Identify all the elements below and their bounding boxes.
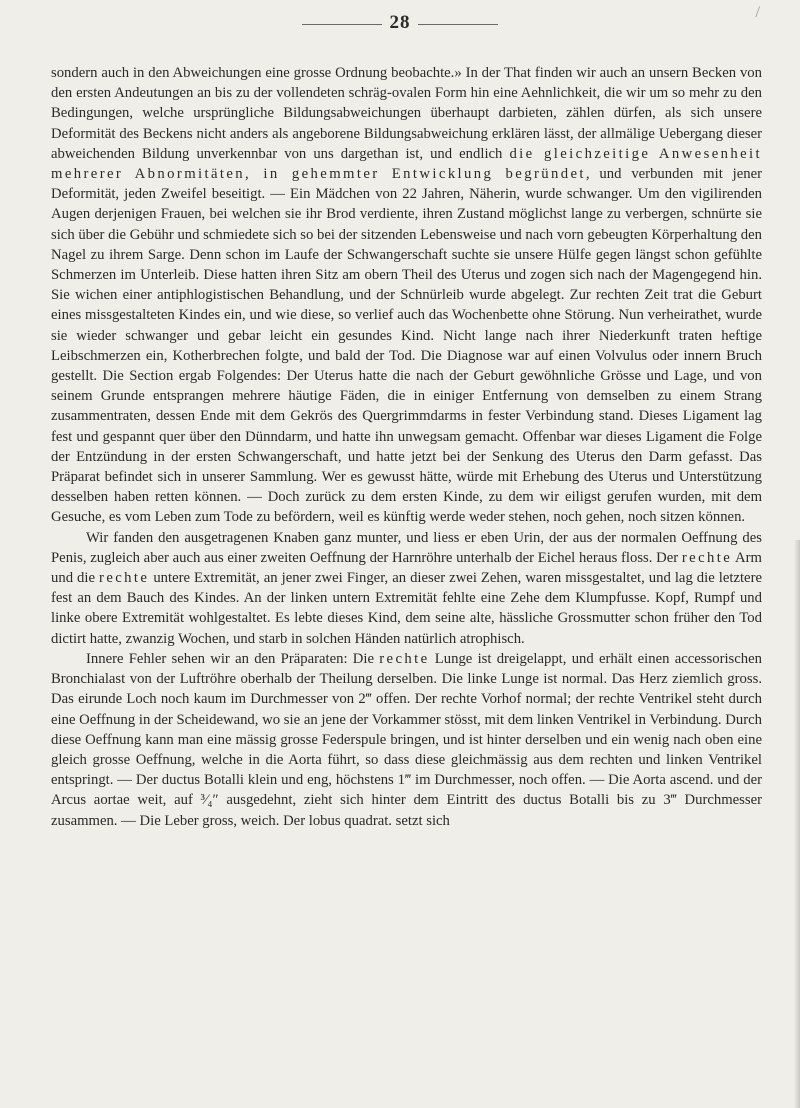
- header-rule-right: [418, 24, 498, 25]
- text-run: untere Extremität, an jener zwei Finger, an dieser zwei Zehen, waren missgestaltet, und lag die letztere fest an dem Bauch des Kindes. An der linken untern Extremität fehlte eine Zehe dem Klumpfusse. Kopf, Rumpf und linke obere Extremität wohlgestaltet. Es lebte dieses Kind, dem seine alte, hässliche Grossmutter schon früher den Tod dictirt hatte, zwanzig Wochen, und starb in solchen Händen natürlich atrophisch.: [51, 570, 762, 647]
- corner-mark: /: [755, 4, 760, 21]
- page-number: 28: [389, 12, 411, 33]
- text-run: Arm und die: [51, 549, 762, 587]
- spaced-emphasis: rechte: [379, 650, 430, 667]
- page-edge-shadow: [794, 540, 800, 1108]
- paragraph: [51, 528, 762, 649]
- text-run: Wir fanden den ausgetragenen Knaben ganz munter, und liess er eben Urin, der aus der normalen Oeffnung des Penis, zugleich aber auch aus einer zweiten Oeffnung der Harnröhre unterhalb der Eichel heraus floss. Der: [51, 529, 762, 566]
- page-header: [0, 10, 800, 34]
- text-run: , und verbunden mit jener Deformität, jeden Zweifel beseitigt. — Ein Mädchen von 22 Jahren, Näherin, wurde schwanger. Um den vigilirenden Augen derjenigen Frauen, bei welchen sie ihr Brod verdiente, ihren Zustand möglichst lange zu verbergen, schnürte sie sich über die Gebühr und schmiedete sich so bei der sitzenden Lebensweise und nach vorn gebeugten Körperhaltung den Nagel zu ihrem Sarge. Denn schon im Laufe der Schwangerschaft suchte sie unsere Hülfe gegen längst schon gefühlte Schmerzen im Unterleib. Diese hatten ihren Sitz am obern Theil des Uterus und zogen sich nach der Magengegend hin. Sie wichen einer antiphlogistischen Behandlung, und der Schnürleib wurde abgelegt. Zur rechten Zeit trat die Geburt eines missgestalteten Kindes ein, und wie diese, so verlief auch das Wochenbette ohne Störung. Nun verheirathet, wurde sie wieder schwanger und gebar leicht ein gesundes Kind. Nicht lange nach ihrer Niederkunft traten heftige Leibschmerzen ein, Kotherbrechen folgte, und bald der Tod. Die Diagnose war auf einen Volvulus oder innern Bruch gestellt. Die Section ergab Folgendes: Der Uterus hatte die nach der Geburt gewöhnliche Grösse und Lage, und von seinem Grunde entsprangen mehrere häutige Fäden, die in einiger Entfernung von demselben zu einem Strang zusammentraten, dessen Ende mit dem Gekrös des Quergrimmdarms in fester Verbindung stand. Dieses Ligament lag fest und gespannt quer über den Dünndarm, und hatte ihn unwegsam gemacht. Offenbar war dieses Ligament die Folge der Entzündung in der ersten Schwangerschaft, und hatte jetzt bei der Senkung des Uterus den Darm gefasst. Das Präparat befindet sich in unserer Sammlung. Wer es gewusst hätte, würde mit Erhebung des Uterus und Unterstützung desselben haben retten können. — Doch zurück zu dem ersten Kinde, zu dem wir eiligst gerufen wurden, mit dem Gesuche, es vom Leben zum Tode zu befördern, weil es künftig werde weder stehen, noch gehen, noch sitzen können.: [51, 166, 762, 526]
- paragraph: [51, 63, 762, 528]
- spaced-emphasis: rechte: [681, 549, 733, 566]
- text-run: Innere Fehler sehen wir an den Präparaten: Die: [86, 650, 380, 667]
- spaced-emphasis: die gleichzeitige Anwesenheit mehrerer Abnormitäten, in gehemmter Entwicklung begründet: [51, 145, 762, 183]
- text-run: Lunge ist dreigelappt, und erhält einen accessorischen Bronchialast von der Luftröhre oberhalb der Theilung derselben. Die linke Lunge ist normal. Das Herz ziemlich gross. Das eirunde Loch noch kaum im Durchmesser von 2‴ offen. Der rechte Vorhof normal; der rechte Ventrikel steht durch eine Oeffnung in der Scheidewand, wo sie an jene der Vorkammer stösst, mit dem linken Ventrikel in Verbindung. Durch diese Oeffnung kann man eine mässig grosse Federspule bringen, und ist hinter derselben und ein wenig nach oben eine gleich grosse Oeffnung, welche in die Aorta führt, so dass diese gleichmässig aus dem rechten und linken Ventrikel entspringt. — Der ductus Botalli klein und eng, höchstens 1‴ im Durchmesser, noch offen. — Die Aorta ascend. und der Arcus aortae weit, auf ³⁄₄″ ausgedehnt, zieht sich hinter dem Eintritt des ductus Botalli bis zu 3‴ Durchmesser zusammen. — Die Leber gross, weich. Der lobus quadrat. setzt sich: [51, 650, 762, 829]
- body-text: [51, 63, 762, 831]
- spaced-emphasis: rechte: [99, 570, 150, 587]
- paragraph: [51, 649, 762, 831]
- text-run: sondern auch in den Abweichungen eine grosse Ordnung beobachte.» In der That finden wir auch an unsern Becken von den ersten Andeutungen an bis zu der vollendeten schräg-ovalen Form hin eine Aehnlichkeit, die wir um so mehr zu den Bedingungen, welche ursprüngliche Bildungsabweichungen überhaupt darbieten, zählen dürfen, als sich unsere Deformität des Beckens nicht anders als angeborene Bildungsabweichung erklären lässt, der allmälige Uebergang dieser abweichenden Bildung unverkennbar von uns dargethan ist, und endlich: [51, 65, 762, 162]
